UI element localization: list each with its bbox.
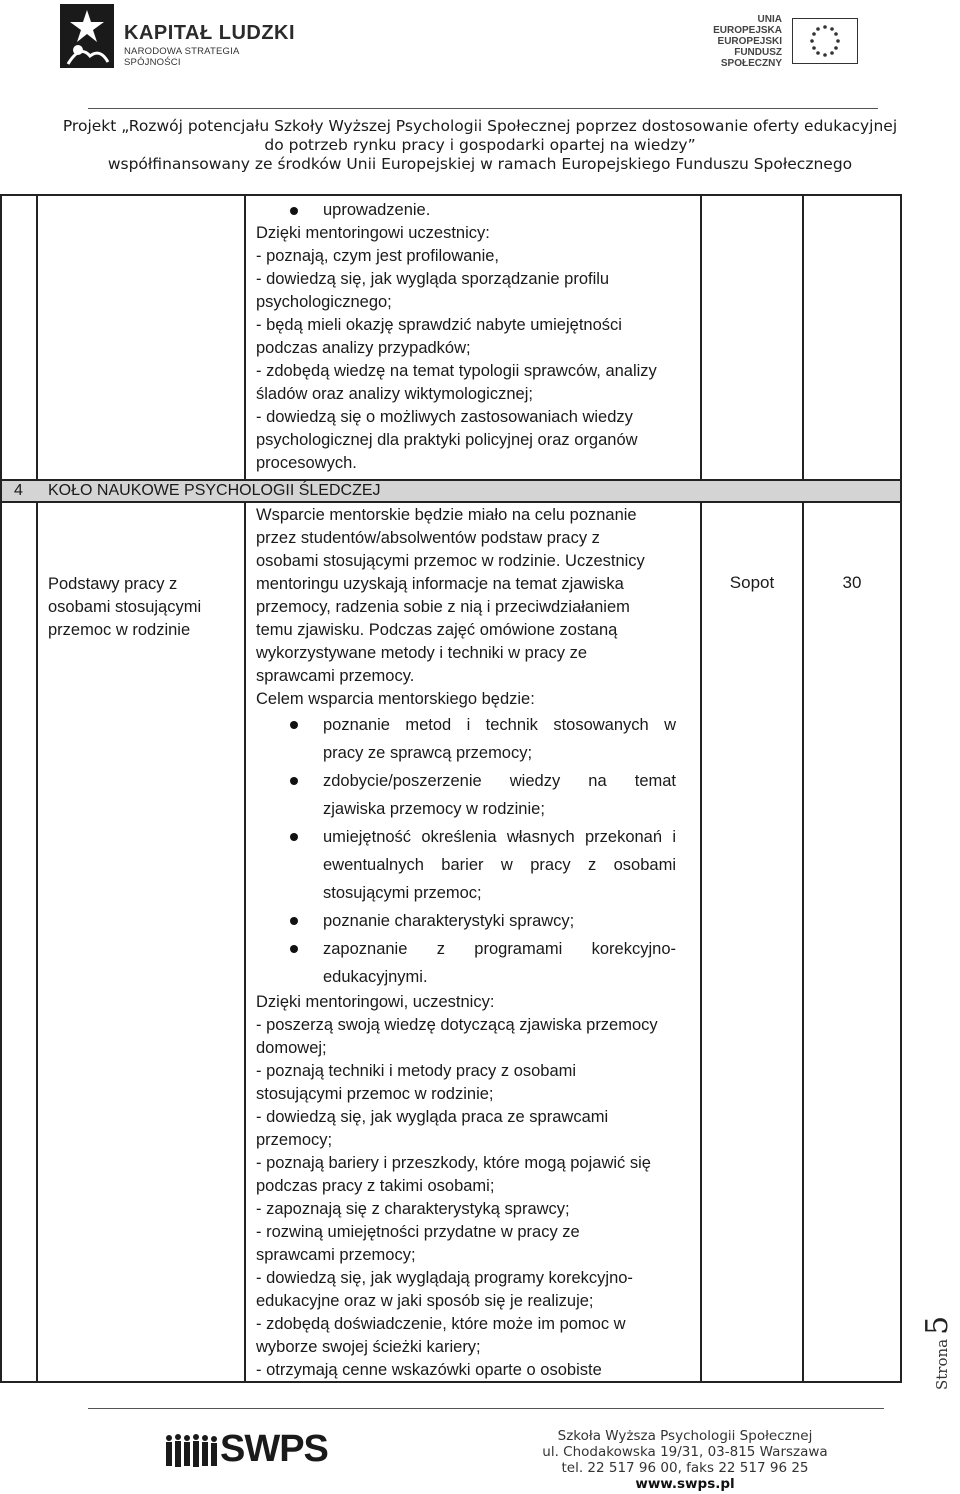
description-line: domowej; bbox=[256, 1039, 327, 1057]
description-line: osobami stosującymi przemoc w rodzinie. Uczestnicy bbox=[256, 552, 645, 570]
description-line: - dowiedzą się, jak wygląda praca ze sprawcami bbox=[256, 1108, 609, 1126]
description-line: Celem wsparcia mentorskiego będzie: bbox=[256, 690, 535, 708]
course-goals-list bbox=[256, 711, 696, 991]
description-line: procesowych. bbox=[256, 454, 357, 472]
table-col-divider bbox=[700, 501, 702, 1383]
description-line: - poznają, czym jest profilowanie, bbox=[256, 247, 500, 265]
description-line: stosującymi przemoc w rodzinie; bbox=[256, 1085, 494, 1103]
goal-text: ewentualnych barier w pracy z osobami bbox=[323, 856, 676, 874]
description-line: - rozwiną umiejętności przydatne w pracy ze bbox=[256, 1223, 580, 1241]
top-description-lines bbox=[256, 222, 696, 475]
eu-logo bbox=[690, 14, 860, 69]
description-line: wykorzystywane metody i techniki w pracy ze bbox=[256, 644, 588, 662]
description-line: - dowiedzą się o możliwych zastosowaniach wiedzy bbox=[256, 408, 633, 426]
goal-list-item bbox=[256, 935, 676, 991]
table-col-divider bbox=[802, 501, 804, 1383]
swps-logo bbox=[164, 1428, 334, 1474]
goal-list-item bbox=[256, 907, 676, 935]
goal-text: stosującymi przemoc; bbox=[323, 884, 482, 902]
footer-divider bbox=[88, 1408, 884, 1409]
goal-text: zjawiska przemocy w rodzinie; bbox=[323, 800, 545, 818]
goal-list-item bbox=[256, 767, 676, 823]
eu-logo-line3: FUNDUSZ SPOŁECZNY bbox=[720, 47, 782, 69]
description-line: przez studentów/absolwentów podstaw pracy z bbox=[256, 529, 600, 547]
goal-text: zapoznanie z programami korekcyjno- bbox=[323, 940, 676, 958]
page-number-inner bbox=[920, 1316, 955, 1390]
description-line: Dzięki mentoringowi uczestnicy: bbox=[256, 224, 490, 242]
bullet-icon bbox=[290, 777, 298, 785]
goal-text: edukacyjnymi. bbox=[323, 968, 428, 986]
goal-text: zdobycie/poszerzenie wiedzy na temat bbox=[323, 772, 676, 790]
table-col-divider bbox=[36, 194, 38, 481]
description-line: - poznają techniki i metody pracy z osobami bbox=[256, 1062, 577, 1080]
course-description-cell bbox=[256, 504, 696, 1382]
table-col-divider bbox=[36, 501, 38, 1383]
description-line: przemocy, radzenia sobie z nią i przeciwdziałaniem bbox=[256, 598, 630, 616]
bullet-icon bbox=[290, 207, 298, 215]
page-number: 5 bbox=[920, 1315, 955, 1335]
eu-logo-text bbox=[690, 14, 782, 69]
description-line: - zdobędą doświadczenie, które może im pomoc w bbox=[256, 1315, 626, 1333]
footer-school: Szkoła Wyższa Psychologii Społecznej bbox=[557, 1428, 813, 1444]
project-title-line3: współfinansowany ze środków Unii Europejskiej w ramach Europejskiego Funduszu Społecznego bbox=[107, 155, 853, 173]
eu-logo-line2: EUROPEJSKI bbox=[717, 36, 782, 47]
description-line: - poszerzą swoją wiedzę dotyczącą zjawiska przemocy bbox=[256, 1016, 658, 1034]
kapital-ludzki-emblem-icon bbox=[60, 4, 114, 68]
goal-list-item bbox=[256, 711, 676, 767]
project-title-line1: Projekt „Rozwój potencjału Szkoły Wyższej Psychologii Społecznej poprzez dostosowanie oferty edukacyjnej bbox=[62, 117, 898, 135]
table-col-divider bbox=[802, 194, 804, 481]
list-item bbox=[256, 199, 696, 222]
footer-phone: tel. 22 517 96 00, faks 22 517 96 25 bbox=[561, 1460, 809, 1476]
swps-people-icon bbox=[164, 1432, 218, 1470]
goal-list-item bbox=[256, 823, 676, 907]
page-number-marker bbox=[914, 1290, 960, 1400]
description-line: Dzięki mentoringowi, uczestnicy: bbox=[256, 993, 495, 1011]
course-place: Sopot bbox=[729, 573, 775, 592]
description-line: edukacyjne oraz w jaki sposób się je realizuje; bbox=[256, 1292, 594, 1310]
page-label: Strona bbox=[933, 1338, 951, 1390]
description-line: - zapoznają się z charakterystyką sprawcy; bbox=[256, 1200, 570, 1218]
kapital-ludzki-subtitle: NARODOWA STRATEGIA SPÓJNOŚCI bbox=[124, 46, 239, 68]
description-line: Wsparcie mentorskie będzie miało na celu poznanie bbox=[256, 506, 637, 524]
kapital-ludzki-title: KAPITAŁ LUDZKI bbox=[124, 22, 296, 44]
bullet-icon bbox=[290, 917, 298, 925]
section-header-row bbox=[2, 479, 900, 503]
project-title-line2: do potrzeb rynku pracy i gospodarki opartej na wiedzy” bbox=[264, 136, 696, 154]
description-line: - poznają bariery i przeszkody, które mogą pojawić się bbox=[256, 1154, 651, 1172]
footer-street: ul. Chodakowska 19/31, 03-815 Warszawa bbox=[542, 1444, 828, 1460]
footer-web-text[interactable]: www.swps.pl bbox=[635, 1476, 735, 1492]
bullet-icon bbox=[290, 945, 298, 953]
swps-logo-text: SWPS bbox=[220, 1428, 328, 1470]
course-outcome-lines bbox=[256, 991, 696, 1382]
description-line: - otrzymają cenne wskazówki oparte o osobiste bbox=[256, 1361, 602, 1379]
section-number: 4 bbox=[14, 482, 23, 499]
goal-text: poznanie charakterystyki sprawcy; bbox=[323, 912, 575, 930]
table-col-divider bbox=[244, 501, 246, 1383]
table-col-divider bbox=[700, 194, 702, 481]
description-line: psychologicznej dla praktyki policyjnej oraz organów bbox=[256, 431, 638, 449]
goal-text: pracy ze sprawcą przemocy; bbox=[323, 744, 533, 762]
description-line: mentoringu uzyskają informacje na temat zjawiska bbox=[256, 575, 624, 593]
bullet-text: uprowadzenie. bbox=[323, 201, 431, 219]
description-line: - dowiedzą się, jak wygląda sporządzanie profilu bbox=[256, 270, 610, 288]
footer-address bbox=[520, 1428, 850, 1492]
table-col-divider bbox=[244, 194, 246, 481]
description-line: sprawcami przemocy; bbox=[256, 1246, 416, 1264]
course-name: Podstawy pracy z osobami stosującymi przemoc w rodzinie bbox=[48, 575, 202, 639]
footer-web-link[interactable] bbox=[520, 1476, 850, 1492]
eu-logo-line1: UNIA EUROPEJSKA bbox=[713, 14, 782, 36]
course-intro-lines bbox=[256, 504, 696, 711]
bullet-icon bbox=[290, 833, 298, 841]
description-line: sprawcami przemocy. bbox=[256, 667, 415, 685]
description-line: wyborze swojej ścieżki kariery; bbox=[256, 1338, 481, 1356]
description-line: przemocy; bbox=[256, 1131, 333, 1149]
top-description-cell bbox=[256, 199, 696, 475]
description-line: - dowiedzą się, jak wyglądają programy korekcyjno- bbox=[256, 1269, 633, 1287]
kapital-ludzki-logo bbox=[58, 0, 298, 74]
description-line: śladów oraz analizy wiktymologicznej; bbox=[256, 385, 533, 403]
bullet-icon bbox=[290, 721, 298, 729]
goal-text: umiejętność określenia własnych przekonań i bbox=[323, 828, 676, 846]
description-line: psychologicznego; bbox=[256, 293, 392, 311]
description-line: - zdobędą wiedzę na temat typologii sprawców, analizy bbox=[256, 362, 657, 380]
course-hours: 30 bbox=[842, 573, 862, 592]
description-line: temu zjawisku. Podczas zajęć omówione zostaną bbox=[256, 621, 618, 639]
description-line: podczas analizy przypadków; bbox=[256, 339, 471, 357]
description-line: podczas pracy z takimi osobami; bbox=[256, 1177, 495, 1195]
header-divider bbox=[88, 108, 878, 109]
description-line: - będą mieli okazję sprawdzić nabyte umiejętności bbox=[256, 316, 622, 334]
goal-text: poznanie metod i technik stosowanych w bbox=[323, 716, 676, 734]
section-title: KOŁO NAUKOWE PSYCHOLOGII ŚLEDCZEJ bbox=[48, 482, 381, 499]
eu-flag-icon bbox=[792, 18, 858, 64]
